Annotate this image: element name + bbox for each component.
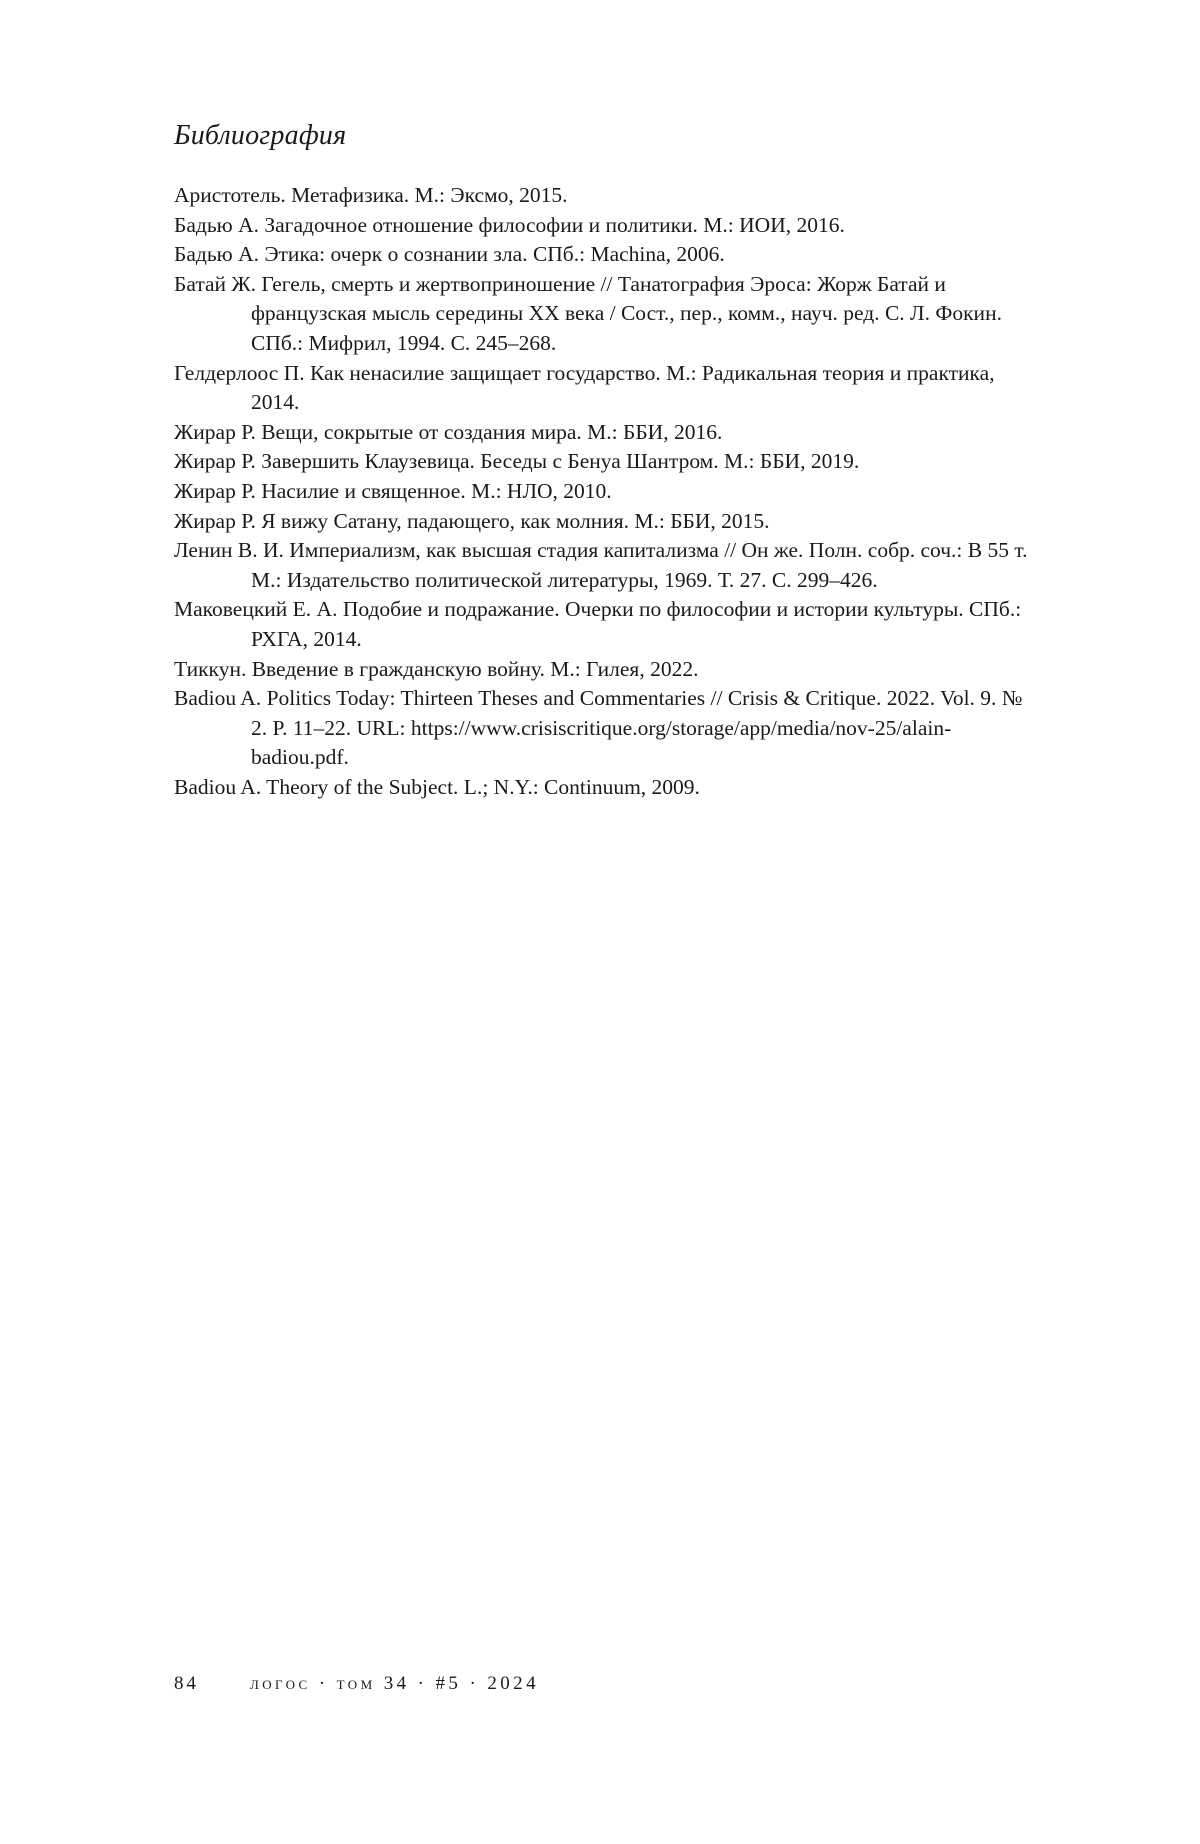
bibliography-entry: Badiou A. Theory of the Subject. L.; N.Y.: Continuum, 2009. (174, 774, 700, 799)
bibliography-entry: Батай Ж. Гегель, смерть и жертвоприношение // Танатография Эроса: Жорж Батай и французская мысль середины XX века / Сост., пер., комм., науч. ред. С. Л. Фокин. СПб.: Мифрил, 1994. С. 245–268. (174, 271, 1002, 355)
bibliography-entry: Жирар Р. Завершить Клаузевица. Беседы с Бенуа Шантром. М.: ББИ, 2019. (174, 449, 860, 474)
bibliography-entry: Маковецкий Е. А. Подобие и подражание. Очерки по философии и истории культуры. СПб.: РХГА, 2014. (174, 597, 1022, 651)
bibliography-entry: Бадью А. Этика: очерк о сознании зла. СПб.: Machina, 2006. (174, 242, 725, 267)
bibliography-list (174, 181, 1034, 802)
bibliography-entry: Тиккун. Введение в гражданскую войну. М.: Гилея, 2022. (174, 656, 699, 681)
page-footer (174, 1672, 539, 1696)
bibliography-entry: Гелдерлоос П. Как ненасилие защищает государство. М.: Радикальная теория и практика, 2014. (174, 360, 995, 415)
bibliography-entry: Жирар Р. Вещи, сокрытые от создания мира. М.: ББИ, 2016. (174, 419, 723, 444)
section-title: Библиография (174, 120, 347, 151)
bibliography-entry: Жирар Р. Насилие и священное. М.: НЛО, 2010. (174, 478, 612, 503)
bibliography-entry: Badiou A. Politics Today: Thirteen Theses and Commentaries // Crisis & Critique. 2022. Vol. 9. № 2. P. 11–22. URL: https://www.crisiscritique.org/storage/app/media/nov-25/alain-badiou.pdf. (174, 686, 1023, 770)
running-head: логос · том 34 · #5 · 2024 (250, 1673, 539, 1694)
bibliography-entry: Бадью А. Загадочное отношение философии и политики. М.: ИОИ, 2016. (174, 212, 845, 237)
bibliography-entry: Ленин В. И. Империализм, как высшая стадия капитализма // Он же. Полн. собр. соч.: В 55 т. М.: Издательство политической литературы, 1969. Т. 27. С. 299–426. (174, 538, 1028, 592)
page-number: 84 (174, 1673, 199, 1694)
bibliography-entry: Жирар Р. Я вижу Сатану, падающего, как молния. М.: ББИ, 2015. (174, 508, 770, 533)
bibliography-entry: Аристотель. Метафизика. М.: Эксмо, 2015. (174, 183, 568, 207)
